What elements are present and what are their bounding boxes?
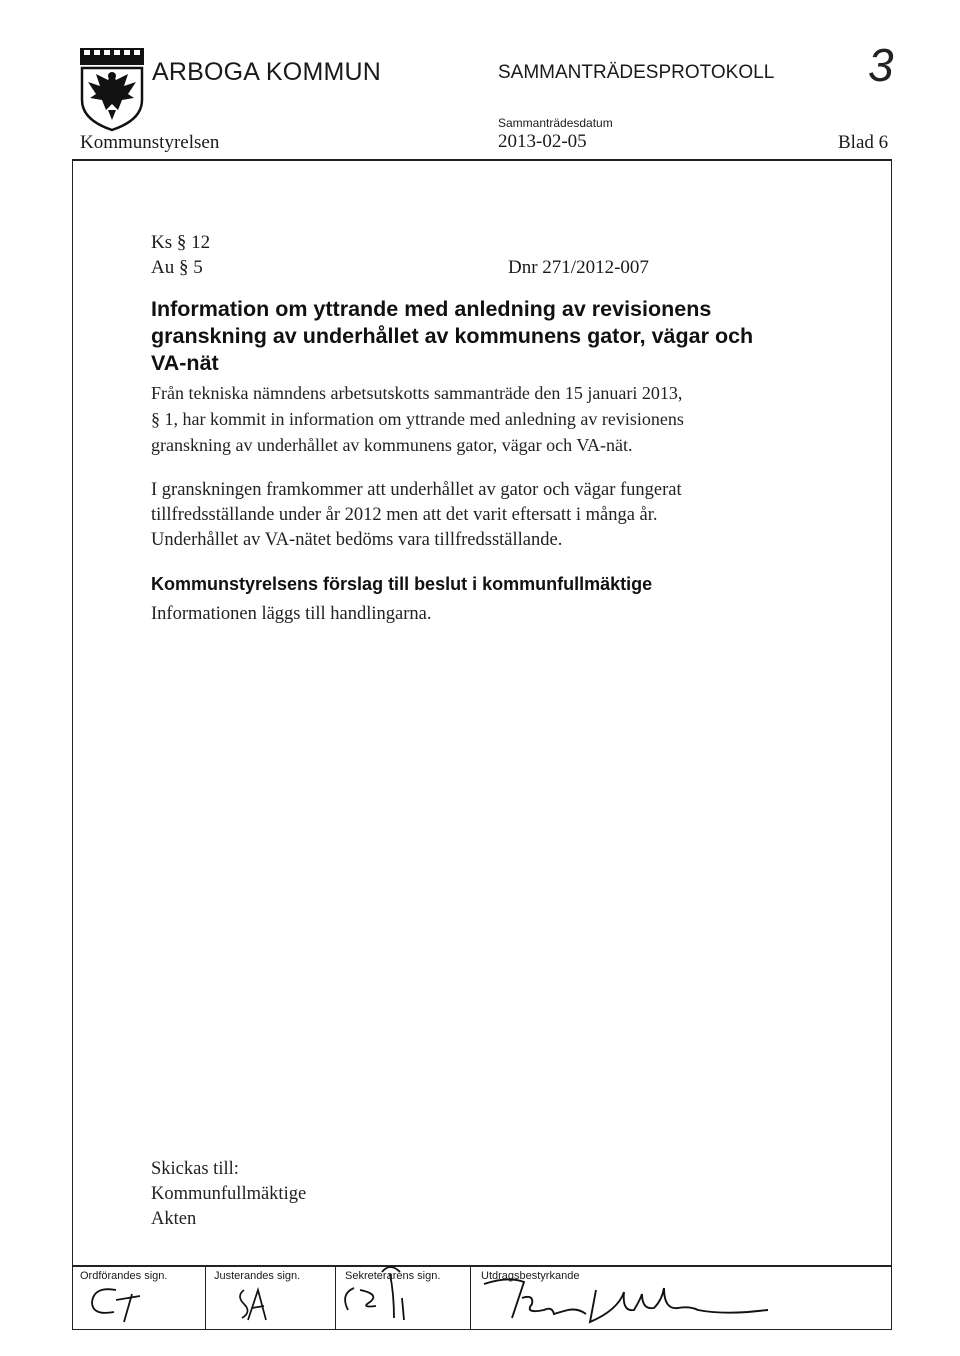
secretary-signature-scribble	[330, 1254, 430, 1328]
item-title-line: VA-nät	[151, 351, 219, 375]
frame-left-rule	[72, 160, 73, 1330]
distribution-label: Skickas till:	[151, 1159, 239, 1179]
intro-text-line: Från tekniska nämndens arbetsutskotts sammanträde den 15 januari 2013,	[151, 383, 683, 403]
findings-text-line: Underhållet av VA-nätet bedöms vara tillfredsställande.	[151, 530, 563, 550]
findings-text-line: tillfredsställande under år 2012 men att det varit eftersatt i många år.	[151, 505, 658, 525]
meeting-date-value: 2013-02-05	[498, 131, 587, 152]
intro-text-line: granskning av underhållet av kommunens gator, vägar och VA-nät.	[151, 435, 633, 455]
signature-strip-rule	[72, 1265, 892, 1267]
signature-divider	[470, 1266, 471, 1329]
proposal-heading: Kommunstyrelsens förslag till beslut i kommunfullmäktige	[151, 574, 653, 594]
adjuster-signature-scribble	[230, 1282, 290, 1326]
proposal-text: Informationen läggs till handlingarna.	[151, 604, 432, 624]
ks-paragraph-ref: Ks § 12	[151, 232, 211, 253]
chair-signature-scribble	[80, 1280, 180, 1328]
handwritten-page-mark: 3	[868, 39, 894, 91]
au-paragraph-ref: Au § 5	[151, 257, 203, 278]
certified-extract-label: Utdragsbestyrkande	[481, 1270, 580, 1282]
frame-top-rule	[72, 159, 892, 161]
meeting-date-label: Sammanträdesdatum	[498, 116, 613, 130]
certified-signature-scribble	[478, 1270, 778, 1330]
coat-of-arms-eagle-icon	[78, 46, 146, 132]
secretary-signature-label: Sekreterarens sign.	[345, 1270, 441, 1282]
organization-name: ARBOGA KOMMUN	[152, 58, 382, 86]
intro-text-line: § 1, har kommit in information om yttrande med anledning av revisionens	[151, 409, 684, 429]
document-type-title: SAMMANTRÄDESPROTOKOLL	[498, 62, 775, 83]
chair-signature-label: Ordförandes sign.	[80, 1270, 168, 1282]
board-name: Kommunstyrelsen	[80, 132, 220, 153]
distribution-recipient: Kommunfullmäktige	[151, 1184, 307, 1204]
case-number: Dnr 271/2012-007	[508, 257, 649, 278]
frame-right-rule	[891, 160, 892, 1330]
item-title-line: granskning av underhållet av kommunens gator, vägar och	[151, 324, 754, 348]
distribution-recipient: Akten	[151, 1209, 197, 1229]
signature-divider	[205, 1266, 206, 1329]
findings-text-line: I granskningen framkommer att underhållet av gator och vägar fungerat	[151, 480, 682, 500]
adjuster-signature-label: Justerandes sign.	[214, 1270, 301, 1282]
item-title-line: Information om yttrande med anledning av revisionens	[151, 297, 712, 321]
page-number: Blad 6	[838, 132, 889, 153]
